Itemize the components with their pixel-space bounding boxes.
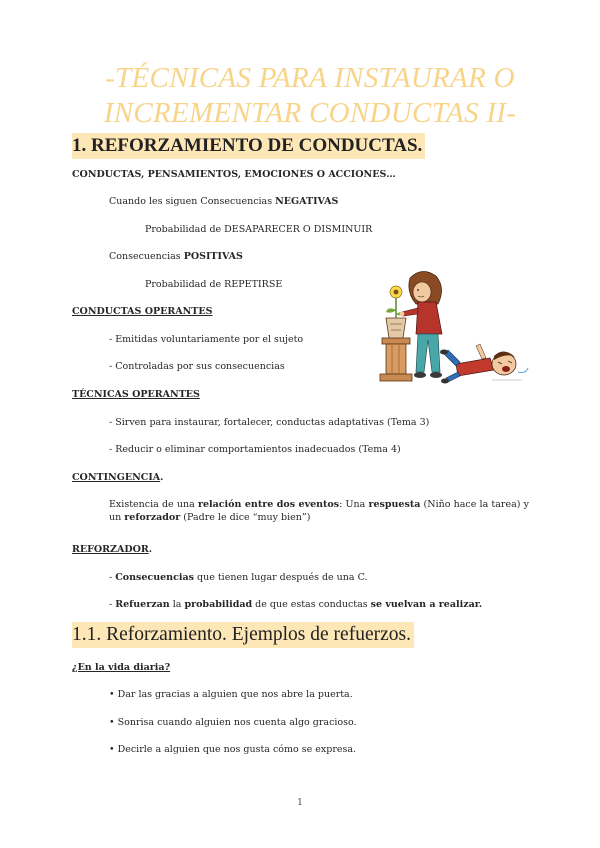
section-heading-1: 1. REFORZAMIENTO DE CONDUCTAS. xyxy=(72,133,425,159)
contingencia-text-2: : Una xyxy=(339,499,369,510)
page-number: 1 xyxy=(297,798,303,808)
positive-prefix: Consecuencias xyxy=(109,251,184,262)
contingencia-text-3: (Niño hace la tarea) y un xyxy=(109,499,529,523)
contingencia-text-1: Existencia de una xyxy=(109,499,198,510)
contingencia-title: CONTINGENCIA xyxy=(72,472,161,483)
tecnicas-title: TÉCNICAS OPERANTES xyxy=(72,389,200,400)
operantes-title: CONDUCTAS OPERANTES xyxy=(72,306,213,317)
example-item-3: • Decirle a alguien que nos gusta cómo se expresa. xyxy=(109,744,357,755)
tantrum-boy-figure xyxy=(440,344,528,384)
document-title-line-1: -TÉCNICAS PARA INSTAURAR O xyxy=(105,62,515,94)
negative-keyword: NEGATIVAS xyxy=(275,196,339,207)
reforzador-item-1-text: que tienen lugar después de una C. xyxy=(193,572,368,583)
reforzador-item-2-text-1: la xyxy=(169,599,185,610)
pedestal-shape xyxy=(380,338,412,381)
negative-prefix: Cuando les siguen Consecuencias xyxy=(109,196,276,207)
example-item-1: • Dar las gracias a alguien que nos abre la puerta. xyxy=(109,689,353,700)
tecnicas-item-2: - Reducir o eliminar comportamientos inadecuados (Tema 4) xyxy=(109,444,401,455)
section-heading-1-1: 1.1. Reforzamiento. Ejemplos de refuerzos. xyxy=(72,622,414,648)
negative-result: Probabilidad de DESAPARECER O DISMINUIR xyxy=(145,224,373,235)
children-illustration xyxy=(372,268,532,392)
reforzador-item-2-bold-1: Refuerzan xyxy=(115,599,170,610)
contingencia-text-4: (Padre le dice “muy bien”) xyxy=(180,512,311,523)
reforzador-title: REFORZADOR xyxy=(72,544,149,555)
document-title-line-2: INCREMENTAR CONDUCTAS II- xyxy=(103,97,517,129)
negative-consequences-line xyxy=(109,195,338,208)
operantes-item-1: - Emitidas voluntariamente por el sujeto xyxy=(109,334,304,345)
daily-life-subtitle: ¿En la vida diaria? xyxy=(72,662,171,673)
reforzador-item-1: - Consecuencias que tienen lugar después de una C. xyxy=(109,572,368,583)
positive-result: Probabilidad de REPETIRSE xyxy=(145,279,283,290)
example-item-2: • Sonrisa cuando alguien nos cuenta algo gracioso. xyxy=(109,717,357,728)
operantes-item-2: - Controladas por sus consecuencias xyxy=(109,361,285,372)
reforzador-item-2: - Refuerzan la probabilidad de que estas conductas se vuelvan a realizar. xyxy=(109,599,483,610)
tecnicas-item-1: - Sirven para instaurar, fortalecer, conductas adaptativas (Tema 3) xyxy=(109,417,430,428)
contingencia-heading: CONTINGENCIA. xyxy=(72,472,164,483)
contingencia-bold-1: relación entre dos eventos xyxy=(197,499,340,510)
reforzador-item-2-bold-3: se vuelvan a realizar. xyxy=(370,599,483,610)
reforzador-heading: REFORZADOR. xyxy=(72,544,153,555)
contingencia-paragraph xyxy=(109,498,529,524)
intro-line: CONDUCTAS, PENSAMIENTOS, EMOCIONES O ACCIONES… xyxy=(72,169,396,180)
positive-keyword: POSITIVAS xyxy=(183,251,243,262)
reforzador-item-1-bold: Consecuencias xyxy=(115,572,194,583)
contingencia-bold-3: reforzador xyxy=(124,512,181,523)
reforzador-item-2-bold-2: probabilidad xyxy=(184,599,253,610)
reforzador-item-2-text-2: de que estas conductas xyxy=(252,599,371,610)
contingencia-bold-2: respuesta xyxy=(368,499,421,510)
positive-consequences-line xyxy=(109,250,243,263)
